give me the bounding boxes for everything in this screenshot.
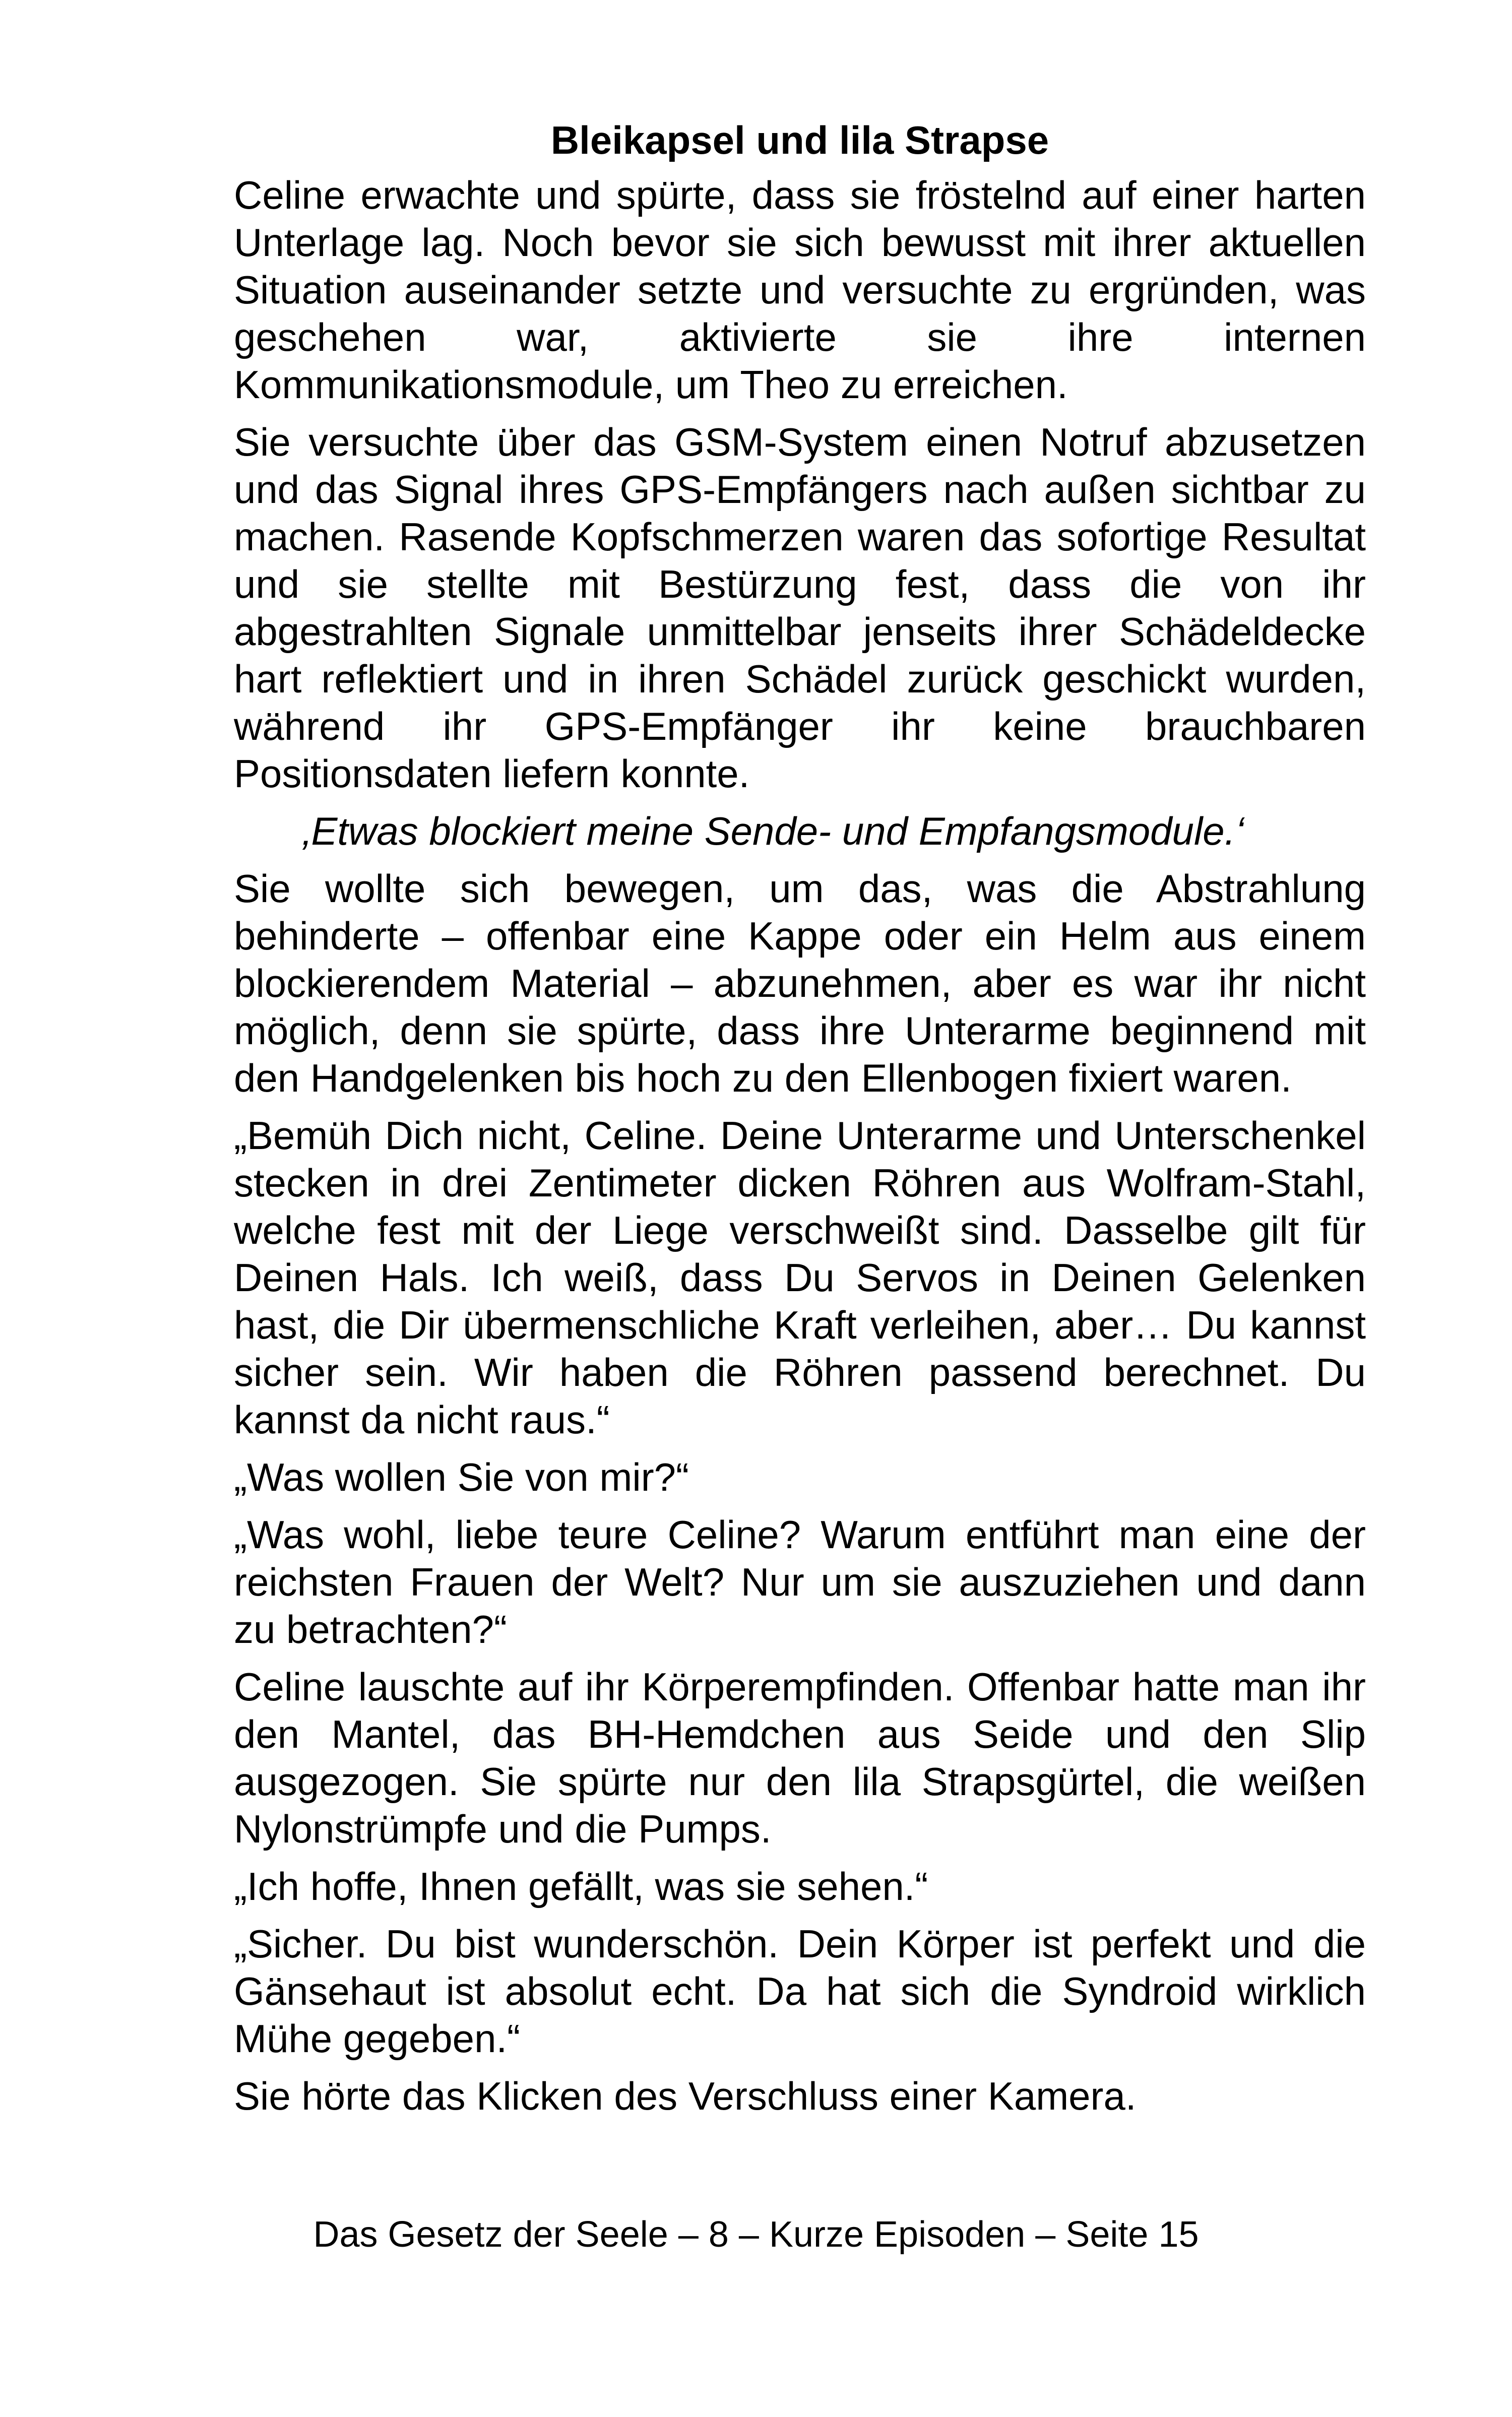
paragraph: Celine lauschte auf ihr Körperempfinden. Offenbar hatte man ihr den Mantel, das BH-Hemdchen aus Seide und den Slip ausgezogen. Sie spürte nur den lila Strapsgürtel, die weißen Nylonstrümpfe und die Pumps. — [234, 1665, 1366, 1851]
inner-thought-paragraph: ‚Etwas blockiert meine Sende- und Empfangsmodule.‘ — [302, 809, 1244, 853]
paragraph: Sie versuchte über das GSM-System einen Notruf abzusetzen und das Signal ihres GPS-Empfängers nach außen sichtbar zu machen. Rasende Kopfschmerzen waren das sofortige Resultat und sie stellte mit Bestürzung fest, dass die von ihr abgestrahlten Signale unmittelbar jenseits ihrer Schädeldecke hart reflektiert und in ihren Schädel zurück geschickt wurden, während ihr GPS-Empfänger ihr keine brauchbaren Positionsdaten liefern konnte. — [234, 420, 1366, 796]
paragraph: Sie wollte sich bewegen, um das, was die Abstrahlung behinderte – offenbar eine Kappe oder ein Helm aus einem blockierendem Material – abzunehmen, aber es war ihr nicht möglich, denn sie spürte, dass ihre Unterarme beginnend mit den Handgelenken bis hoch zu den Ellenbogen fixiert waren. — [234, 866, 1366, 1100]
page-footer: Das Gesetz der Seele – 8 – Kurze Episoden – Seite 15 — [313, 2214, 1199, 2255]
dialogue-paragraph: „Was wollen Sie von mir?“ — [234, 1455, 689, 1499]
chapter-title: Bleikapsel und lila Strapse — [550, 118, 1049, 162]
dialogue-paragraph: „Bemüh Dich nicht, Celine. Deine Unterarme und Unterschenkel stecken in drei Zentimeter dicken Röhren aus Wolfram-Stahl, welche fest mit der Liege verschweißt sind. Dasselbe gilt für Deinen Hals. Ich weiß, dass Du Servos in Deinen Gelenken hast, die Dir übermenschliche Kraft verleihen, aber… Du kannst sicher sein. Wir haben die Röhren passend berechnet. Du kannst da nicht raus.“ — [234, 1113, 1366, 1442]
dialogue-paragraph: „Sicher. Du bist wunderschön. Dein Körper ist perfekt und die Gänsehaut ist absolut echt. Da hat sich die Syndroid wirklich Mühe gegeben.“ — [234, 1922, 1366, 2061]
page-body — [234, 115, 1366, 2130]
paragraph: Sie hörte das Klicken des Verschluss einer Kamera. — [234, 2074, 1137, 2118]
dialogue-paragraph: „Ich hoffe, Ihnen gefällt, was sie sehen.“ — [234, 1864, 928, 1909]
dialogue-paragraph: „Was wohl, liebe teure Celine? Warum entführt man eine der reichsten Frauen der Welt? Nur um sie auszuziehen und dann zu betrachten?“ — [234, 1512, 1366, 1651]
paragraph: Celine erwachte und spürte, dass sie fröstelnd auf einer harten Unterlage lag. Noch bevor sie sich bewusst mit ihrer aktuellen Situation auseinander setzte und versuchte zu ergründen, was geschehen war, aktivierte sie ihre internen Kommunikationsmodule, um Theo zu erreichen. — [234, 173, 1366, 407]
